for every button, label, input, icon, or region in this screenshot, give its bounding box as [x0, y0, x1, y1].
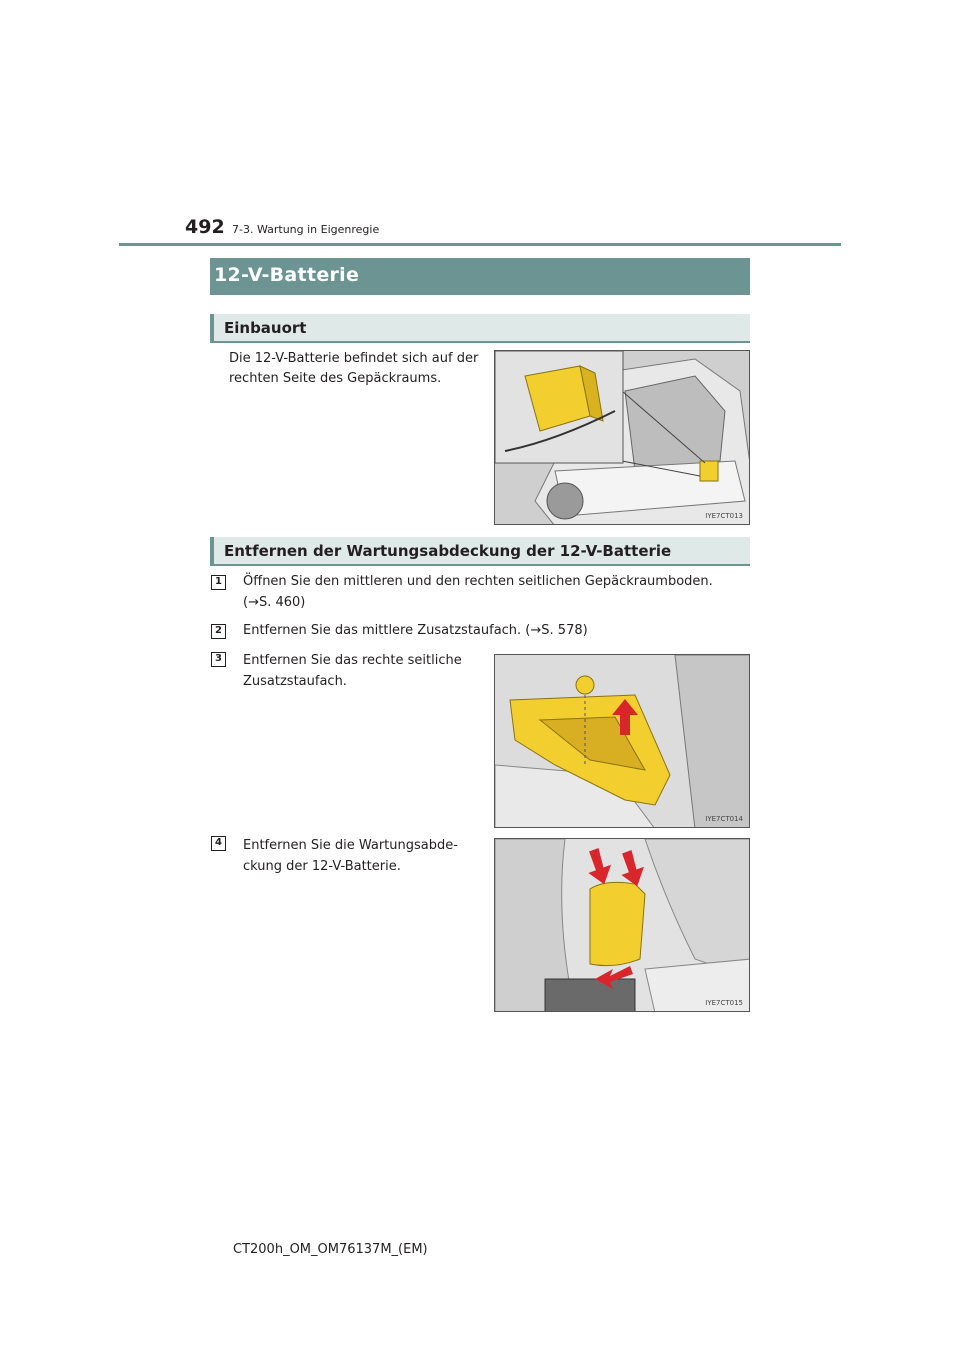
einbauort-text-line2: rechten Seite des Gepäckraums. — [229, 371, 442, 386]
subheading-rule — [210, 341, 750, 343]
page-title: 12-V-Batterie — [214, 264, 360, 286]
subheading-removal: Entfernen der Wartungsabdeckung der 12-V-Batterie — [224, 542, 672, 560]
step-4-text-line1: Entfernen Sie die Wartungsabde- — [243, 838, 458, 853]
figure-code: IYE7CT015 — [705, 999, 743, 1007]
step-3-text-line2: Zusatzstaufach. — [243, 674, 347, 689]
service-cover-illustration — [495, 839, 750, 1012]
step-1-text: Öffnen Sie den mittleren und den rechten seitlichen Gepäckraumboden. — [243, 574, 713, 589]
subheading-einbauort: Einbauort — [224, 319, 307, 337]
step-number: 3 — [211, 652, 226, 667]
service-cover-figure — [494, 838, 750, 1012]
step-number: 1 — [211, 575, 226, 590]
header-rule — [119, 243, 841, 246]
subheading-rule — [210, 564, 750, 566]
step-1-reference: (→S. 460) — [243, 595, 306, 610]
car-rear-illustration — [495, 351, 750, 525]
step-2-text: Entfernen Sie das mittlere Zusatzstaufach. (→S. 578) — [243, 623, 588, 638]
step-4-text-line2: ckung der 12-V-Batterie. — [243, 859, 401, 874]
step-3-text-line1: Entfernen Sie das rechte seitliche — [243, 653, 462, 668]
einbauort-text-line1: Die 12-V-Batterie befindet sich auf der — [229, 351, 479, 366]
step-number: 2 — [211, 624, 226, 639]
figure-code: IYE7CT013 — [705, 512, 743, 520]
figure-code: IYE7CT014 — [705, 815, 743, 823]
page-number: 492 — [185, 216, 225, 238]
document-code-footer: CT200h_OM_OM76137M_(EM) — [233, 1242, 428, 1257]
section-reference: 7-3. Wartung in Eigenregie — [232, 223, 380, 236]
step-number: 4 — [211, 836, 226, 851]
side-storage-illustration — [495, 655, 750, 828]
side-storage-figure — [494, 654, 750, 828]
battery-location-figure — [494, 350, 750, 525]
